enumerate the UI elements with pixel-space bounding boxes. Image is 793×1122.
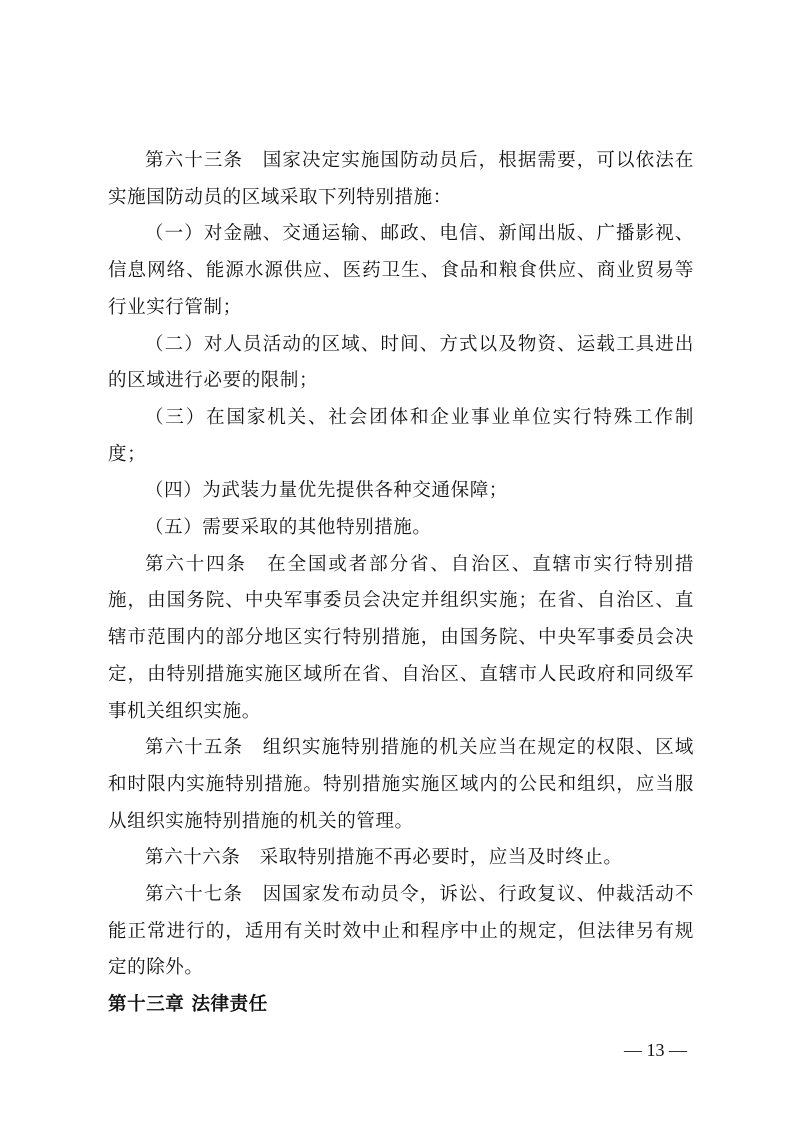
article-66: 第六十六条 采取特别措施不再必要时，应当及时终止。: [145, 847, 623, 869]
page-number: — 13 —: [624, 1040, 687, 1060]
chapter-heading: 第十三章 法律责任: [108, 994, 268, 1016]
article-63-item-1: （一）对金融、交通运输、邮政、电信、新闻出版、广播影视、信息网络、能源水源供应、医药卫生、食品和粮食供应、商业贸易等行业实行管制；: [108, 223, 694, 318]
article-63-item-2: （二）对人员活动的区域、时间、方式以及物资、运载工具进出的区域进行必要的限制；: [108, 333, 694, 392]
document-body: [108, 143, 694, 1024]
article-65: 第六十五条 组织实施特别措施的机关应当在规定的权限、区域和时限内实施特别措施。特别措施实施区域内的公民和组织，应当服从组织实施特别措施的机关的管理。: [108, 737, 694, 832]
article-63: 第六十三条 国家决定实施国防动员后，根据需要，可以依法在实施国防动员的区域采取下列特别措施：: [108, 150, 694, 208]
article-63-item-5: （五）需要采取的其他特别措施。: [145, 517, 432, 539]
article-67: 第六十七条 因国家发布动员令，诉讼、行政复议、仲裁活动不能正常进行的，适用有关时效中止和程序中止的规定，但法律另有规定的除外。: [108, 884, 694, 979]
article-64: 第六十四条 在全国或者部分省、自治区、直辖市实行特别措施，由国务院、中央军事委员会决定并组织实施；在省、自治区、直辖市范围内的部分地区实行特别措施，由国务院、中央军事委员会决定，由特别措施实施区域所在省、自治区、直辖市人民政府和同级军事机关组织实施。: [108, 553, 694, 722]
article-63-item-4: （四）为武装力量优先提供各种交通保障；: [145, 480, 508, 502]
article-63-item-3: （三）在国家机关、社会团体和企业事业单位实行特殊工作制度；: [108, 406, 694, 465]
